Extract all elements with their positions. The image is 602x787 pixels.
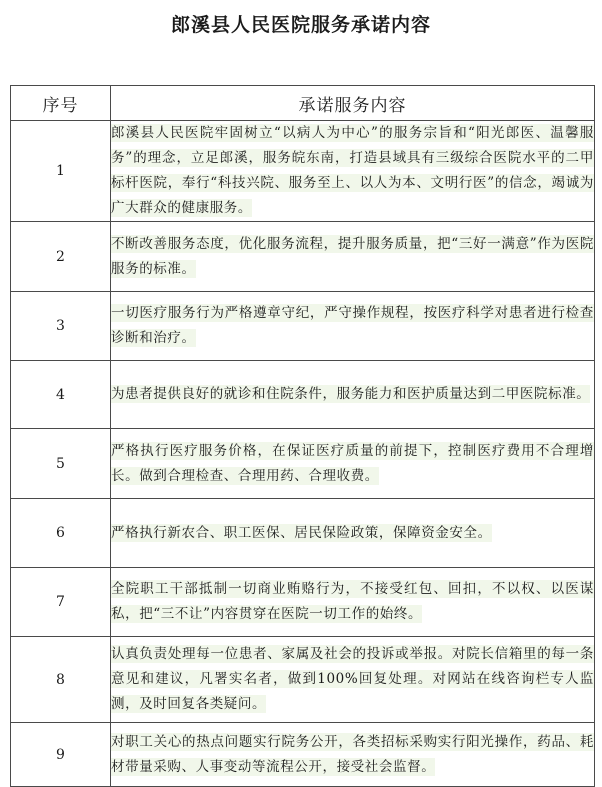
row-content <box>111 222 595 292</box>
row-content <box>111 723 595 787</box>
table-row <box>11 568 595 637</box>
table-row <box>11 121 595 222</box>
commitment-table <box>10 85 595 787</box>
table-row <box>11 361 595 429</box>
row-content-text: 为患者提供良好的就诊和住院条件，服务能力和医护质量达到二甲医院标准。 <box>111 386 591 402</box>
row-content <box>111 292 595 361</box>
row-content <box>111 499 595 568</box>
row-content-text: 认真负责处理每一位患者、家属及社会的投诉或举报。对院长信箱里的每一条意见和建议，凡署实名者，做到100%回复处理。对网站在线咨询栏专人监测，及时回复各类疑问。 <box>111 646 594 712</box>
table-row <box>11 292 595 361</box>
page-title: 郎溪县人民医院服务承诺内容 <box>170 14 431 36</box>
row-content-text: 不断改善服务态度，优化服务流程，提升服务质量，把“三好一满意”作为医院服务的标准。 <box>111 235 594 277</box>
row-index: 7 <box>11 568 111 637</box>
row-content <box>111 637 595 723</box>
row-index: 4 <box>11 361 111 429</box>
row-content <box>111 568 595 637</box>
row-content-text: 严格执行新农合、职工医保、居民保险政策，保障资金安全。 <box>111 524 492 541</box>
row-index: 9 <box>11 723 111 787</box>
row-content <box>111 121 595 222</box>
table-row <box>11 637 595 723</box>
table-row <box>11 723 595 787</box>
row-index: 8 <box>11 637 111 723</box>
row-content-text: 严格执行医疗服务价格，在保证医疗质量的前提下，控制医疗费用不合理增长。做到合理检查、合理用药、合理收费。 <box>111 442 594 484</box>
row-index: 1 <box>11 121 111 222</box>
row-content-text: 郎溪县人民医院牢固树立“以病人为中心”的服务宗旨和“阳光郎医、温馨服务”的理念，立足郎溪，服务皖东南，打造县域具有三级综合医院水平的二甲标杆医院，奉行“科技兴院、服务至上、以人为本、文明行医”的信念，竭诚为广大群众的健康服务。 <box>111 125 594 216</box>
row-content-text: 全院职工干部抵制一切商业贿赂行为，不接受红包、回扣，不以权、以医谋私，把“三不让”内容贯穿在医院一切工作的始终。 <box>111 581 594 622</box>
table-header-row <box>11 86 595 121</box>
row-content <box>111 429 595 499</box>
table-row <box>11 499 595 568</box>
table-row <box>11 222 595 292</box>
row-content <box>111 361 595 429</box>
row-content-text: 对职工关心的热点问题实行院务公开，各类招标采购实行阳光操作，药品、耗材带量采购、人事变动等流程公开，接受社会监督。 <box>111 733 594 775</box>
row-index: 6 <box>11 499 111 568</box>
row-index: 5 <box>11 429 111 499</box>
header-content: 承诺服务内容 <box>111 86 595 121</box>
row-index: 2 <box>11 222 111 292</box>
header-index: 序号 <box>11 86 111 121</box>
table-row <box>11 429 595 499</box>
row-index: 3 <box>11 292 111 361</box>
row-content-text: 一切医疗服务行为严格遵章守纪，严守操作规程，按医疗科学对患者进行检查诊断和治疗。 <box>111 305 594 346</box>
